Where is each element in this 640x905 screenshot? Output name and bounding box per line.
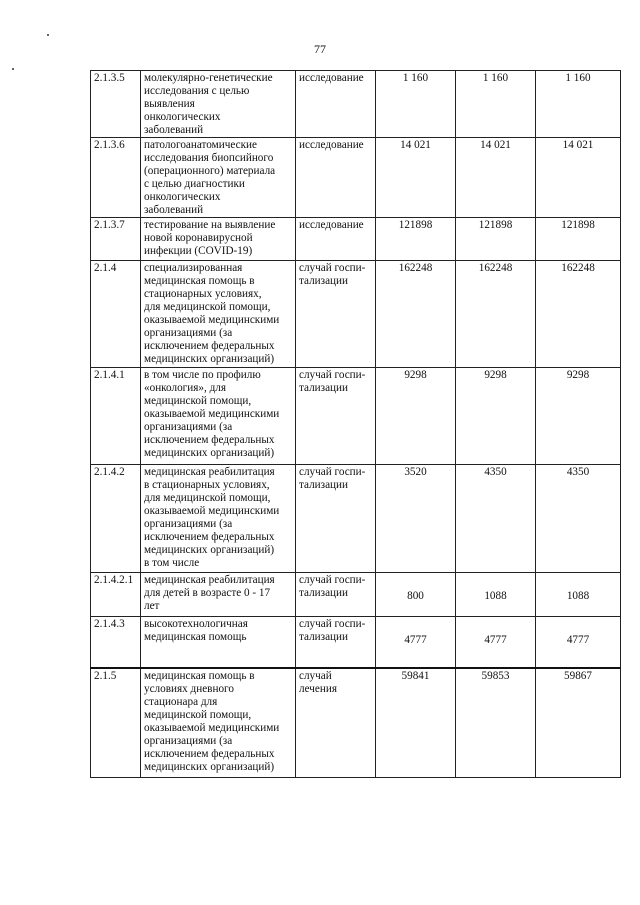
row-value-1: 800 <box>376 573 456 617</box>
row-name: молекулярно-генетические исследования с целью выявления онкологических заболеваний <box>141 71 296 138</box>
row-name: специализированная медицинская помощь в стационарных условиях, для медицинской помощи, оказываемой медицинскими организациями (за исключением федеральных медицинских организаций) <box>141 261 296 368</box>
row-value-3: 121898 <box>536 218 621 261</box>
row-unit: случай госпи- тализации <box>296 573 376 617</box>
row-code: 2.1.4.2 <box>91 465 141 573</box>
row-value-1: 14 021 <box>376 138 456 218</box>
row-value-3: 59867 <box>536 668 621 778</box>
row-unit: случай госпи- тализации <box>296 465 376 573</box>
row-unit: исследование <box>296 138 376 218</box>
row-value-3: 4350 <box>536 465 621 573</box>
data-table <box>90 70 621 778</box>
row-value-1: 3520 <box>376 465 456 573</box>
row-code: 2.1.3.7 <box>91 218 141 261</box>
row-code: 2.1.4.1 <box>91 368 141 465</box>
row-code: 2.1.4 <box>91 261 141 368</box>
row-name: патологоанатомические исследования биопсийного (операционного) материала с целью диагностики онкологических заболеваний <box>141 138 296 218</box>
row-value-1: 1 160 <box>376 71 456 138</box>
table-row <box>91 218 621 261</box>
row-value-3: 1 160 <box>536 71 621 138</box>
row-value-3: 9298 <box>536 368 621 465</box>
row-unit: исследование <box>296 71 376 138</box>
row-code: 2.1.4.3 <box>91 617 141 668</box>
row-value-2: 4777 <box>456 617 536 668</box>
scan-speck <box>12 68 14 70</box>
table-row <box>91 573 621 617</box>
row-value-2: 4350 <box>456 465 536 573</box>
row-value-2: 9298 <box>456 368 536 465</box>
row-unit: случай госпи- тализации <box>296 617 376 668</box>
row-code: 2.1.5 <box>91 668 141 778</box>
row-value-2: 1088 <box>456 573 536 617</box>
row-name: высокотехнологичная медицинская помощь <box>141 617 296 668</box>
row-name: медицинская реабилитация в стационарных условиях, для медицинской помощи, оказываемой медицинскими организациями (за исключением федеральных медицинских организаций) в том числе <box>141 465 296 573</box>
table-row <box>91 368 621 465</box>
page-number: 77 <box>314 42 326 56</box>
row-value-2: 59853 <box>456 668 536 778</box>
table-row <box>91 617 621 668</box>
row-unit: случай лечения <box>296 668 376 778</box>
row-value-1: 9298 <box>376 368 456 465</box>
row-name: тестирование на выявление новой коронавирусной инфекции (COVID-19) <box>141 218 296 261</box>
row-code: 2.1.3.5 <box>91 71 141 138</box>
row-code: 2.1.3.6 <box>91 138 141 218</box>
table-row <box>91 465 621 573</box>
table-row <box>91 71 621 138</box>
row-name: медицинская помощь в условиях дневного стационара для медицинской помощи, оказываемой медицинскими организациями (за исключением федеральных медицинских организаций) <box>141 668 296 778</box>
scan-speck <box>47 34 49 36</box>
row-value-2: 121898 <box>456 218 536 261</box>
row-value-3: 14 021 <box>536 138 621 218</box>
row-value-3: 162248 <box>536 261 621 368</box>
row-value-3: 4777 <box>536 617 621 668</box>
row-value-1: 59841 <box>376 668 456 778</box>
table-row <box>91 668 621 778</box>
row-value-1: 4777 <box>376 617 456 668</box>
row-value-3: 1088 <box>536 573 621 617</box>
row-unit: исследование <box>296 218 376 261</box>
row-value-2: 14 021 <box>456 138 536 218</box>
row-value-2: 162248 <box>456 261 536 368</box>
row-value-2: 1 160 <box>456 71 536 138</box>
row-unit: случай госпи- тализации <box>296 261 376 368</box>
row-value-1: 121898 <box>376 218 456 261</box>
row-name: медицинская реабилитация для детей в возрасте 0 - 17 лет <box>141 573 296 617</box>
row-code: 2.1.4.2.1 <box>91 573 141 617</box>
row-name: в том числе по профилю «онкология», для медицинской помощи, оказываемой медицинскими организациями (за исключением федеральных медицинских организаций) <box>141 368 296 465</box>
row-value-1: 162248 <box>376 261 456 368</box>
table-row <box>91 138 621 218</box>
row-unit: случай госпи- тализации <box>296 368 376 465</box>
table-row <box>91 261 621 368</box>
